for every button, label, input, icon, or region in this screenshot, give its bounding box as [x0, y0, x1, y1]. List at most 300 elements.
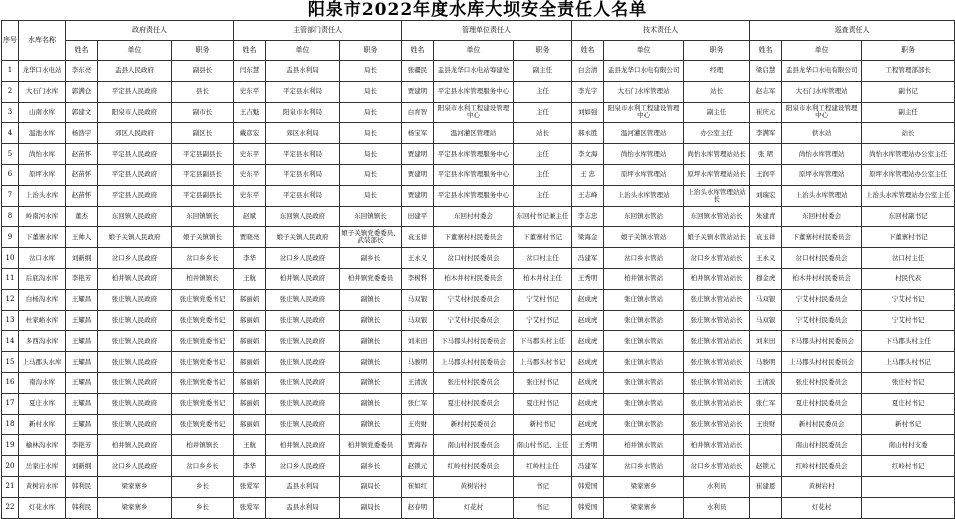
management-unit-cell: 新村村民委员会 [434, 414, 514, 435]
management-name-cell: 赵春明 [402, 497, 434, 518]
management-unit-cell: 南山村村民委员会 [434, 435, 514, 456]
authority-position-cell: 副镇长 [340, 289, 402, 310]
authority-name-cell: 郝丽娟 [234, 289, 266, 310]
government-position-cell: 岔口乡乡长 [172, 456, 234, 477]
inspection-position-cell: 上马郡头村书记 [862, 352, 955, 373]
inspection-position-cell: 新村书记 [862, 414, 955, 435]
reservoir-cell: 榆林沟水库 [19, 435, 66, 456]
index-cell: 13 [2, 310, 19, 331]
index-cell: 8 [2, 206, 19, 227]
technical-unit-cell: 岔口乡水管站 [604, 456, 684, 477]
inspection-position-cell: 宁艾村书记 [862, 289, 955, 310]
technical-unit-cell: 尚怡水库管理站 [604, 144, 684, 165]
index-cell: 18 [2, 414, 19, 435]
government-unit-cell: 平定县人民政府 [98, 144, 172, 165]
government-name-cell: 赵苗怀 [66, 144, 98, 165]
management-name-cell: 李树科 [402, 268, 434, 289]
authority-unit-cell: 盂县水利局 [266, 476, 340, 497]
government-position-cell: 张庄镇党委书记 [172, 414, 234, 435]
inspection-position-cell: 夏庄村书记 [862, 393, 955, 414]
government-unit-cell: 张庄镇人民政府 [98, 331, 172, 352]
government-unit-cell: 平定县人民政府 [98, 164, 172, 185]
index-cell: 17 [2, 393, 19, 414]
technical-name-cell: 梁海金 [572, 227, 604, 248]
header-row-2 [2, 41, 955, 61]
inspection-position-cell [862, 497, 955, 518]
technical-name-cell: 赵成虎 [572, 331, 604, 352]
inspection-unit-cell: 下马郡头村村民委员会 [782, 331, 862, 352]
government-position-cell: 副区长 [172, 123, 234, 144]
inspection-name-cell: 刘来田 [750, 331, 782, 352]
technical-position-cell: 水利员 [684, 497, 750, 518]
management-unit-cell: 上马郡头村村民委员会 [434, 352, 514, 373]
technical-unit-cell: 张庄镇水管站 [604, 331, 684, 352]
authority-position-cell: 副镇长 [340, 372, 402, 393]
management-name-cell: 崔如红 [402, 476, 434, 497]
technical-unit-cell: 岔口乡水管站 [604, 248, 684, 269]
inspection-unit-cell: 下董寨村村民委员会 [782, 227, 862, 248]
table-row [2, 352, 955, 373]
inspection-unit-cell: 夏庄村村民委员会 [782, 393, 862, 414]
management-unit-cell: 温河灌区管理站 [434, 123, 514, 144]
inspection-unit-cell: 原坪水库管理站 [782, 164, 862, 185]
inspection-name-cell: 马双银 [750, 310, 782, 331]
index-cell: 21 [2, 476, 19, 497]
authority-unit-cell: 张庄镇人民政府 [266, 414, 340, 435]
government-unit-cell: 张庄镇人民政府 [98, 310, 172, 331]
authority-unit-cell: 郊区水利局 [266, 123, 340, 144]
management-position-cell: 张庄村书记 [514, 372, 572, 393]
technical-name-cell: 王 忠 [572, 164, 604, 185]
reservoir-cell: 灯花水库 [19, 497, 66, 518]
government-name-cell: 刘新纲 [66, 456, 98, 477]
authority-name-cell: 戴彦宏 [234, 123, 266, 144]
technical-position-cell: 站长 [684, 81, 750, 102]
management-name-cell: 马双银 [402, 310, 434, 331]
group-header-inspection: 巡查责任人 [750, 21, 955, 41]
technical-unit-cell: 张庄镇水管站 [604, 414, 684, 435]
authority-unit-cell: 张庄镇人民政府 [266, 372, 340, 393]
col-header-management-name: 姓名 [402, 41, 434, 61]
management-unit-cell: 黄树岩村 [434, 476, 514, 497]
technical-position-cell: 张庄镇水管站站长 [684, 414, 750, 435]
group-header-technical: 技术责任人 [572, 21, 750, 41]
inspection-name-cell: 赵志军 [750, 81, 782, 102]
government-unit-cell: 梁家寨乡 [98, 497, 172, 518]
inspection-position-cell: 下马郡头村主任 [862, 331, 955, 352]
management-name-cell: 王清波 [402, 372, 434, 393]
inspection-name-cell [750, 435, 782, 456]
management-unit-cell: 平定县水库管理服务中心 [434, 81, 514, 102]
inspection-name-cell: 袁玉祥 [750, 227, 782, 248]
authority-position-cell: 局长 [340, 102, 402, 123]
inspection-name-cell [750, 497, 782, 518]
col-header-inspection-unit: 单位 [782, 41, 862, 61]
authority-position-cell: 副乡长 [340, 248, 402, 269]
col-header-management-unit: 单位 [434, 41, 514, 61]
authority-name-cell: 赵斌 [234, 206, 266, 227]
inspection-name-cell: 李满军 [750, 123, 782, 144]
technical-unit-cell: 梁家寨乡 [604, 476, 684, 497]
inspection-unit-cell: 宁艾村村民委员会 [782, 310, 862, 331]
technical-name-cell: 韩爱国 [572, 476, 604, 497]
technical-unit-cell: 原坪水库管理站 [604, 164, 684, 185]
technical-unit-cell: 上治头水库管理站 [604, 185, 684, 206]
technical-name-cell: 赵成虎 [572, 393, 604, 414]
authority-unit-cell: 柏井镇人民政府 [266, 268, 340, 289]
table-row [2, 123, 955, 144]
table-row [2, 435, 955, 456]
index-cell: 20 [2, 456, 19, 477]
technical-position-cell: 岔口乡水管站站长 [684, 456, 750, 477]
authority-name-cell: 张爱军 [234, 476, 266, 497]
reservoir-cell: 黄树岩水库 [19, 476, 66, 497]
inspection-name-cell: 张仁军 [750, 393, 782, 414]
technical-name-cell: 刘如强 [572, 102, 604, 123]
table-row [2, 310, 955, 331]
management-position-cell: 主任 [514, 164, 572, 185]
col-header-inspection-name: 姓名 [750, 41, 782, 61]
authority-unit-cell: 张庄镇人民政府 [266, 352, 340, 373]
index-cell: 19 [2, 435, 19, 456]
management-unit-cell: 东回村村委会 [434, 206, 514, 227]
technical-name-cell: 冯建军 [572, 456, 604, 477]
authority-name-cell: 史东平 [234, 164, 266, 185]
government-unit-cell: 张庄镇人民政府 [98, 372, 172, 393]
authority-name-cell: 史东平 [234, 81, 266, 102]
authority-position-cell: 局长 [340, 123, 402, 144]
management-name-cell: 马骏明 [402, 352, 434, 373]
col-header-technical-unit: 单位 [604, 41, 684, 61]
technical-unit-cell: 大石门水库管理站 [604, 81, 684, 102]
table-row [2, 393, 955, 414]
reservoir-cell: 杜家峪水库 [19, 310, 66, 331]
technical-name-cell: 赵成虎 [572, 289, 604, 310]
index-cell: 22 [2, 497, 19, 518]
authority-unit-cell: 张庄镇人民政府 [266, 331, 340, 352]
reservoir-cell: 多西沟水库 [19, 331, 66, 352]
inspection-unit-cell: 东回村村委会 [782, 206, 862, 227]
government-unit-cell: 阳泉市人民政府 [98, 102, 172, 123]
reservoir-cell: 夏庄水库 [19, 393, 66, 414]
authority-name-cell: 王吉魁 [234, 102, 266, 123]
inspection-name-cell: 王永义 [750, 248, 782, 269]
technical-position-cell: 经理 [684, 61, 750, 82]
management-name-cell: 赵锁元 [402, 456, 434, 477]
inspection-position-cell: 副主任 [862, 102, 955, 123]
government-name-cell: 韩利民 [66, 497, 98, 518]
technical-position-cell: 尚怡水库管理站站长 [684, 144, 750, 165]
management-unit-cell: 夏庄村村民委员会 [434, 393, 514, 414]
government-position-cell: 岔口乡乡长 [172, 248, 234, 269]
authority-name-cell: 张爱军 [234, 497, 266, 518]
reservoir-cell: 岳家庄水库 [19, 456, 66, 477]
inspection-name-cell: 马双银 [750, 289, 782, 310]
management-unit-cell: 张庄村村民委员会 [434, 372, 514, 393]
inspection-position-cell: 岔口村主任 [862, 248, 955, 269]
government-name-cell: 李艳芳 [66, 435, 98, 456]
inspection-position-cell: 村民代表 [862, 268, 955, 289]
inspection-name-cell: 梁启慧 [750, 61, 782, 82]
technical-unit-cell: 张庄镇水管站 [604, 310, 684, 331]
authority-position-cell: 娘子关镇党委委员、武装部长 [340, 227, 402, 248]
government-unit-cell: 郊区人民政府 [98, 123, 172, 144]
table-row [2, 144, 955, 165]
group-header-authority: 主管部门责任人 [234, 21, 402, 41]
col-header-management-position: 职务 [514, 41, 572, 61]
government-name-cell: 郭满仓 [66, 81, 98, 102]
management-position-cell: 主任 [514, 81, 572, 102]
inspection-position-cell: 下董寨村书记 [862, 227, 955, 248]
government-unit-cell: 柏井镇人民政府 [98, 435, 172, 456]
authority-unit-cell: 阳泉市水利局 [266, 102, 340, 123]
authority-position-cell: 副镇长 [340, 352, 402, 373]
management-position-cell: 主任 [514, 144, 572, 165]
authority-position-cell: 副镇长 [340, 310, 402, 331]
government-name-cell: 赵苗怀 [66, 164, 98, 185]
management-name-cell: 杨宝军 [402, 123, 434, 144]
inspection-unit-cell: 南山村村民委员会 [782, 435, 862, 456]
authority-name-cell: 史东平 [234, 185, 266, 206]
group-header-government: 政府责任人 [66, 21, 234, 41]
technical-position-cell: 办公室主任 [684, 123, 750, 144]
inspection-name-cell: 穆金虎 [750, 268, 782, 289]
technical-position-cell: 上治头水库管理站站长 [684, 185, 750, 206]
management-position-cell: 站长 [514, 123, 572, 144]
authority-name-cell: 郝丽娟 [234, 310, 266, 331]
authority-position-cell: 局长 [340, 164, 402, 185]
col-header-authority-unit: 单位 [266, 41, 340, 61]
management-position-cell: 书记 [514, 476, 572, 497]
index-cell: 11 [2, 268, 19, 289]
government-position-cell: 东回镇镇长 [172, 206, 234, 227]
management-position-cell: 南山村书记、主任 [514, 435, 572, 456]
table-row [2, 372, 955, 393]
col-header-government-unit: 单位 [98, 41, 172, 61]
technical-position-cell: 张庄镇水管站站长 [684, 331, 750, 352]
reservoir-cell: 龙华口水电站 [19, 61, 66, 82]
inspection-unit-cell: 上马郡头村村民委员会 [782, 352, 862, 373]
inspection-name-cell: 朱建青 [750, 206, 782, 227]
government-name-cell: 王耀昌 [66, 352, 98, 373]
authority-unit-cell: 平定县水利局 [266, 144, 340, 165]
inspection-unit-cell: 灯花村 [782, 497, 862, 518]
government-unit-cell: 岔口乡人民政府 [98, 248, 172, 269]
inspection-position-cell: 张庄村书记 [862, 372, 955, 393]
government-position-cell: 副市长 [172, 102, 234, 123]
management-position-cell: 柏木井村主任 [514, 268, 572, 289]
authority-position-cell: 副镇长 [340, 331, 402, 352]
authority-position-cell: 副镇长 [340, 393, 402, 414]
index-cell: 15 [2, 352, 19, 373]
management-position-cell: 东回村书记兼主任 [514, 206, 572, 227]
technical-name-cell: 李志忠 [572, 206, 604, 227]
government-name-cell: 王帅人 [66, 227, 98, 248]
authority-position-cell: 局长 [340, 185, 402, 206]
table-row [2, 497, 955, 518]
management-unit-cell: 灯花村 [434, 497, 514, 518]
management-unit-cell: 宁艾村村民委员会 [434, 310, 514, 331]
col-header-authority-name: 姓名 [234, 41, 266, 61]
technical-position-cell: 张庄镇水管站站长 [684, 352, 750, 373]
management-position-cell: 主任 [514, 102, 572, 123]
table-row [2, 81, 955, 102]
inspection-name-cell: 崔庆元 [750, 102, 782, 123]
government-name-cell: 韩利民 [66, 476, 98, 497]
table-row [2, 268, 955, 289]
authority-unit-cell: 盂县水利局 [266, 497, 340, 518]
management-position-cell: 宁艾村书记 [514, 310, 572, 331]
inspection-unit-cell: 宁艾村村民委员会 [782, 289, 862, 310]
table-row [2, 476, 955, 497]
technical-position-cell: 原坪水库管理站站长 [684, 164, 750, 185]
authority-position-cell: 副局长 [340, 476, 402, 497]
table-row [2, 61, 955, 82]
government-position-cell: 娘子关镇镇长 [172, 227, 234, 248]
management-unit-cell: 岔口村村民委员会 [434, 248, 514, 269]
government-unit-cell: 东回镇人民政府 [98, 206, 172, 227]
authority-position-cell: 东回镇镇长 [340, 206, 402, 227]
col-header-reservoir: 水库名称 [19, 21, 66, 61]
inspection-position-cell: 工程管理部部长 [862, 61, 955, 82]
management-name-cell: 贾海春 [402, 435, 434, 456]
authority-unit-cell: 平定县水利局 [266, 81, 340, 102]
management-position-cell: 岔口村主任 [514, 248, 572, 269]
inspection-position-cell: 上治头水库管理站办公室主任 [862, 185, 955, 206]
reservoir-cell: 上治头水库 [19, 185, 66, 206]
authority-position-cell: 局长 [340, 81, 402, 102]
inspection-unit-cell: 阳泉市水利工程建设管理中心 [782, 102, 862, 123]
management-position-cell: 主任 [514, 185, 572, 206]
technical-unit-cell: 张庄镇水管站 [604, 352, 684, 373]
technical-position-cell: 张庄镇水管站站长 [684, 289, 750, 310]
government-name-cell: 王耀昌 [66, 414, 98, 435]
management-position-cell: 上马郡头村书记 [514, 352, 572, 373]
management-name-cell: 贾建明 [402, 164, 434, 185]
government-position-cell: 平定县副县长 [172, 185, 234, 206]
technical-position-cell: 副主任 [684, 102, 750, 123]
government-position-cell: 平定县副县长 [172, 164, 234, 185]
authority-unit-cell: 娘子关镇人民政府 [266, 227, 340, 248]
management-name-cell: 贾建明 [402, 185, 434, 206]
authority-name-cell: 郝丽娟 [234, 372, 266, 393]
reservoir-cell: 温池水库 [19, 123, 66, 144]
government-position-cell: 柏井镇镇长 [172, 268, 234, 289]
management-position-cell: 夏庄村书记 [514, 393, 572, 414]
authority-position-cell: 副局长 [340, 497, 402, 518]
index-cell: 2 [2, 81, 19, 102]
government-unit-cell: 张庄镇人民政府 [98, 289, 172, 310]
technical-unit-cell: 张庄镇水管站 [604, 393, 684, 414]
management-unit-cell: 阳泉市水利工程建设管理中心 [434, 102, 514, 123]
technical-position-cell: 水利员 [684, 476, 750, 497]
index-cell: 10 [2, 248, 19, 269]
inspection-position-cell: 原坪水库管理站办公室主任 [862, 164, 955, 185]
inspection-position-cell: 南山村村支委 [862, 435, 955, 456]
authority-name-cell: 李华 [234, 248, 266, 269]
management-unit-cell: 宁艾村村民委员会 [434, 289, 514, 310]
table-row [2, 206, 955, 227]
technical-name-cell: 赵成虎 [572, 372, 604, 393]
authority-name-cell: 王航 [234, 268, 266, 289]
authority-unit-cell: 张庄镇人民政府 [266, 310, 340, 331]
government-name-cell: 王耀昌 [66, 331, 98, 352]
government-position-cell: 乡长 [172, 476, 234, 497]
management-name-cell: 刘来田 [402, 331, 434, 352]
technical-unit-cell: 盂县龙华口水电有限公司 [604, 61, 684, 82]
technical-name-cell: 韩爱国 [572, 497, 604, 518]
technical-position-cell: 张庄镇水管站站长 [684, 310, 750, 331]
technical-position-cell: 柏井镇水管站站长 [684, 435, 750, 456]
reservoir-cell: 岔口水库 [19, 248, 66, 269]
table-row [2, 185, 955, 206]
col-header-government-name: 姓名 [66, 41, 98, 61]
technical-name-cell: 赵成虎 [572, 414, 604, 435]
government-position-cell: 乡长 [172, 497, 234, 518]
authority-name-cell: 史东平 [234, 144, 266, 165]
index-cell: 4 [2, 123, 19, 144]
authority-name-cell: 李华 [234, 456, 266, 477]
management-position-cell: 宁艾村书记 [514, 289, 572, 310]
authority-position-cell: 柏井镇党委委员 [340, 268, 402, 289]
government-unit-cell: 柏井镇人民政府 [98, 268, 172, 289]
reservoir-cell: 上马郡头水库 [19, 352, 66, 373]
inspection-unit-cell: 红岭村村民委员会 [782, 456, 862, 477]
authority-unit-cell: 平定县水利局 [266, 164, 340, 185]
reservoir-cell: 新村水库 [19, 414, 66, 435]
authority-unit-cell: 盂县水利局 [266, 61, 340, 82]
government-unit-cell: 张庄镇人民政府 [98, 352, 172, 373]
technical-name-cell: 李光宇 [572, 81, 604, 102]
government-position-cell: 张庄镇党委书记 [172, 289, 234, 310]
col-header-technical-name: 姓名 [572, 41, 604, 61]
table-row [2, 456, 955, 477]
government-position-cell: 张庄镇党委书记 [172, 310, 234, 331]
technical-unit-cell: 东回镇水管站 [604, 206, 684, 227]
management-position-cell: 副主任 [514, 61, 572, 82]
inspection-name-cell: 王贵财 [750, 414, 782, 435]
technical-unit-cell: 阳泉市水利工程建设管理中心 [604, 102, 684, 123]
management-name-cell: 王贵财 [402, 414, 434, 435]
management-unit-cell: 平定县水库管理服务中心 [434, 144, 514, 165]
technical-name-cell: 王秀明 [572, 435, 604, 456]
table-row [2, 102, 955, 123]
government-name-cell: 杨浩宇 [66, 123, 98, 144]
government-position-cell: 县长 [172, 81, 234, 102]
group-header-management: 管理单位责任人 [402, 21, 572, 41]
inspection-position-cell: 红岭村书记 [862, 456, 955, 477]
reservoir-cell: 后底沟水库 [19, 268, 66, 289]
reservoir-cell: 原坪水库 [19, 164, 66, 185]
authority-name-cell: 贾晓亮 [234, 227, 266, 248]
government-position-cell: 张庄镇党委书记 [172, 331, 234, 352]
inspection-position-cell: 副书记 [862, 81, 955, 102]
inspection-position-cell: 东回村副书记 [862, 206, 955, 227]
authority-name-cell: 郝丽娟 [234, 352, 266, 373]
government-name-cell: 李艳芳 [66, 268, 98, 289]
inspection-unit-cell: 岔口村村民委员会 [782, 248, 862, 269]
government-position-cell: 张庄镇党委书记 [172, 393, 234, 414]
authority-position-cell: 副乡长 [340, 456, 402, 477]
government-unit-cell: 岔口乡人民政府 [98, 456, 172, 477]
technical-name-cell: 王秀明 [572, 268, 604, 289]
technical-position-cell: 张庄镇水管站站长 [684, 393, 750, 414]
inspection-name-cell: 马骏明 [750, 352, 782, 373]
page-title: 阳泉市2022年度水库大坝安全责任人名单 [307, 0, 648, 20]
management-position-cell: 下董寨村书记 [514, 227, 572, 248]
technical-unit-cell: 梁家寨乡 [604, 497, 684, 518]
table-body [2, 61, 955, 519]
